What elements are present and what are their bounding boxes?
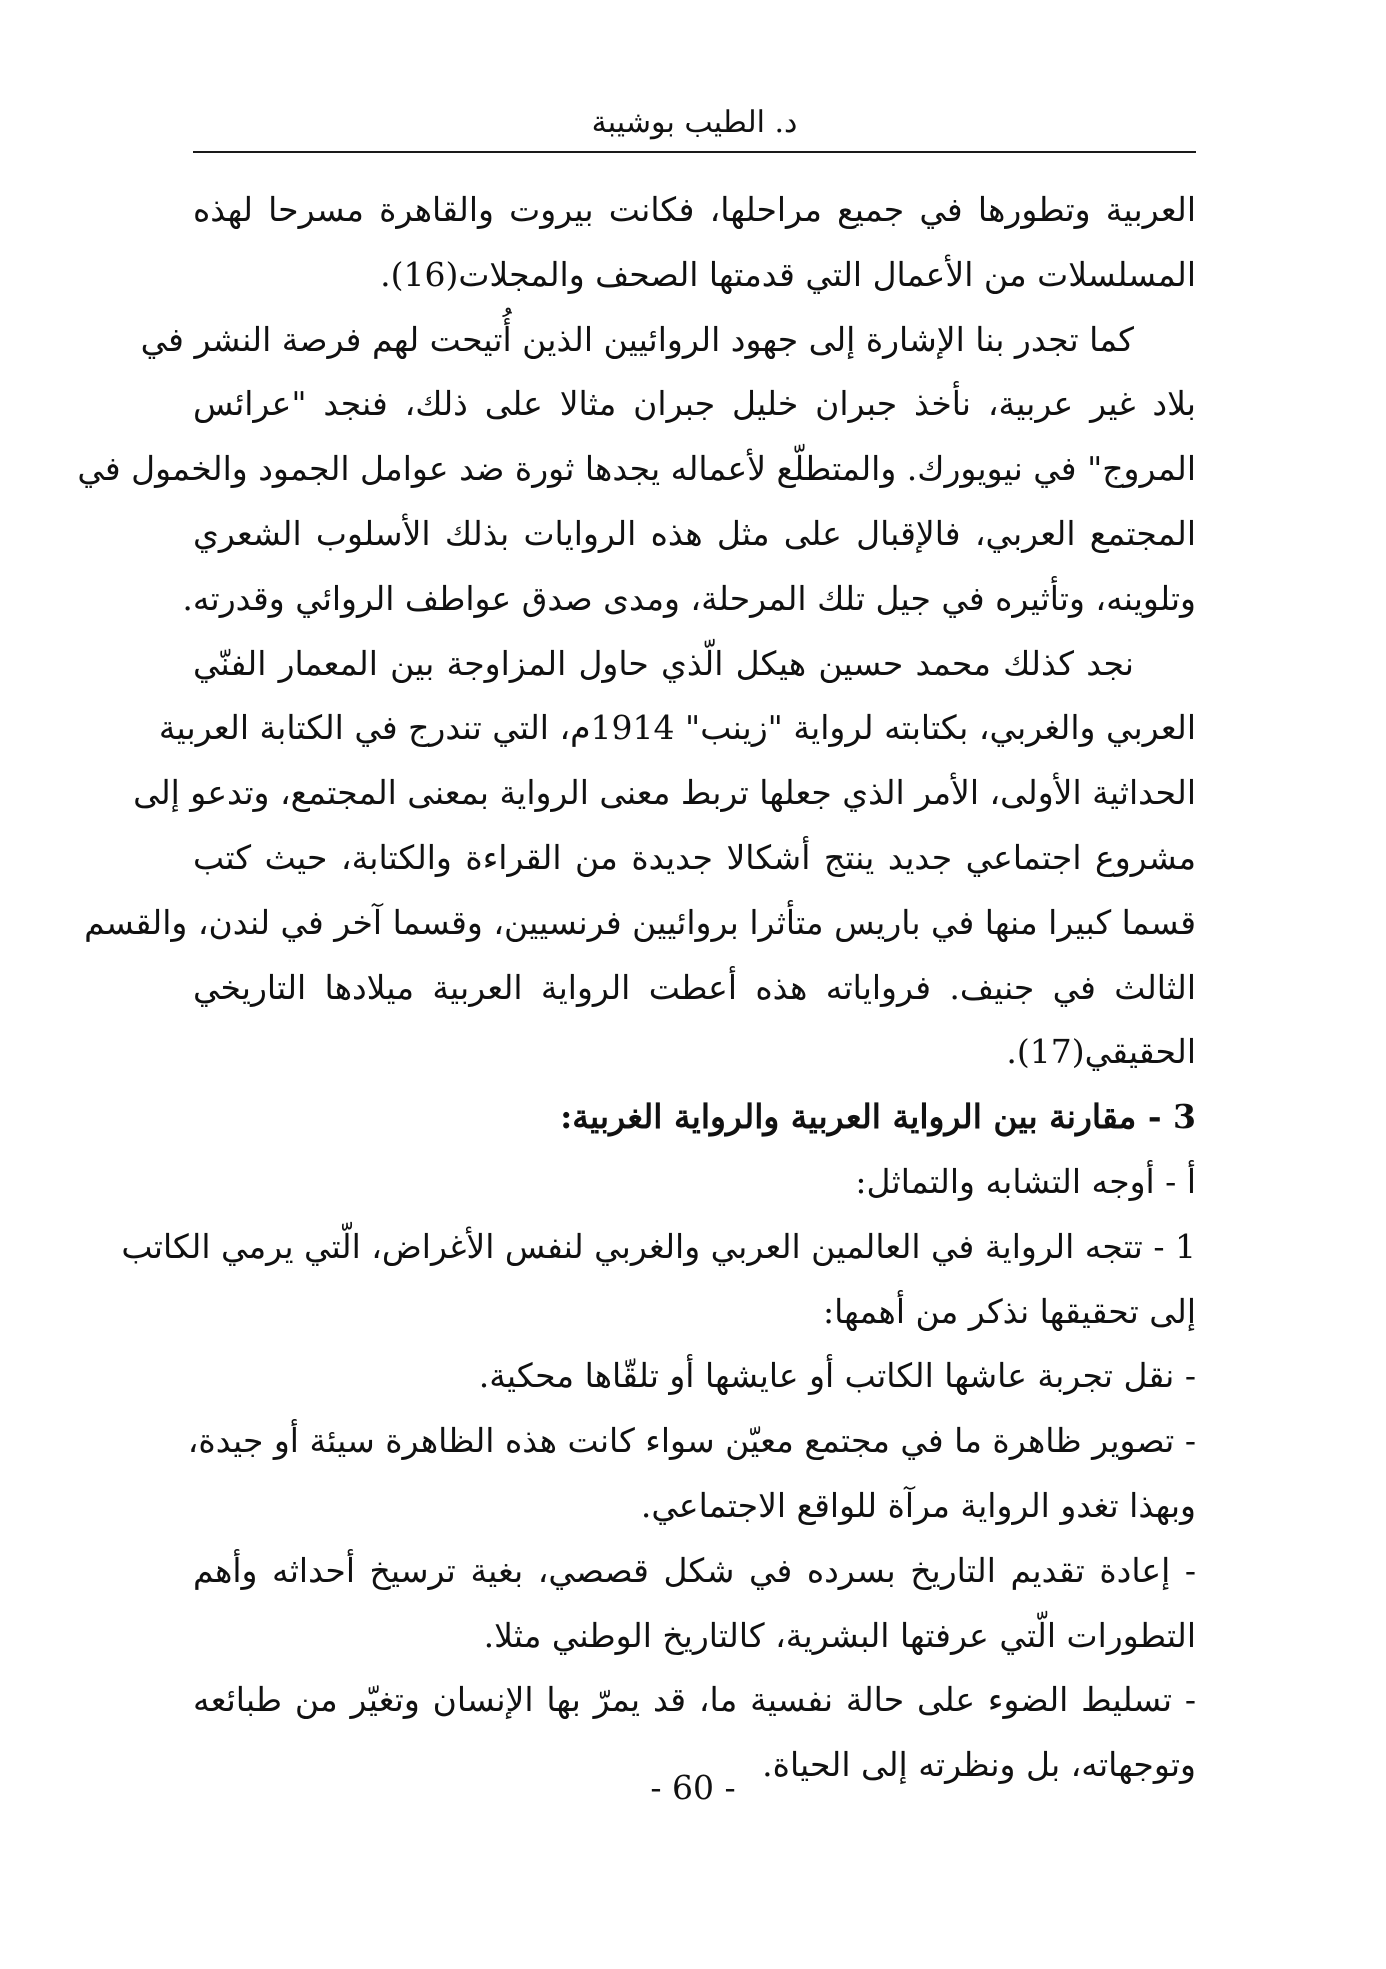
text-line: 1 - تتجه الرواية في العالمين العربي والغربي لنفس الأغراض، الّتي يرمي الكاتب (121, 1226, 1196, 1266)
text-line: - تصوير ظاهرة ما في مجتمع معيّن سواء كانت هذه الظاهرة سيئة أو جيدة، (187, 1421, 1196, 1461)
text-line: المجتمع العربي، فالإقبال على مثل هذه الروايات بذلك الأسلوب الشعري (193, 513, 1196, 553)
text-line: المسلسلات من الأعمال التي قدمتها الصحف والمجلات(16). (380, 254, 1196, 294)
text-line: - إعادة تقديم التاريخ بسرده في شكل قصصي، بغية ترسيخ أحداثه وأهم (193, 1550, 1197, 1590)
text-line: التطورات الّتي عرفتها البشرية، كالتاريخ الوطني مثلا. (483, 1615, 1196, 1655)
text-line: قسما كبيرا منها في باريس متأثرا بروائيين فرنسيين، وقسما آخر في لندن، والقسم (84, 902, 1196, 942)
page-number: - 60 - (650, 1768, 736, 1807)
text-line: أ - أوجه التشابه والتماثل: (855, 1161, 1196, 1201)
text-line: بلاد غير عربية، نأخذ جبران خليل جبران مثالا على ذلك، فنجد "عرائس (193, 384, 1196, 424)
header-rule (193, 151, 1196, 153)
text-line: - تسليط الضوء على حالة نفسية ما، قد يمرّ بها الإنسان وتغيّر من طبائعه (193, 1680, 1196, 1720)
text-line: - نقل تجربة عاشها الكاتب أو عايشها أو تلقّاها محكية. (478, 1356, 1196, 1396)
text-line: الحداثية الأولى، الأمر الذي جعلها تربط معنى الرواية بمعنى المجتمع، وتدعو إلى (133, 773, 1196, 813)
text-line: وتوجهاته، بل ونظرته إلى الحياة. (762, 1745, 1196, 1785)
text-line: نجد كذلك محمد حسين هيكل الّذي حاول المزاوجة بين المعمار الفنّي (193, 643, 1134, 683)
body-text (77, 178, 1197, 1798)
text-line: العربية وتطورها في جميع مراحلها، فكانت بيروت والقاهرة مسرحا لهذه (193, 190, 1196, 229)
section-heading: 3 - مقارنة بين الرواية العربية والرواية الغربية: (560, 1097, 1196, 1137)
text-line: وبهذا تغدو الرواية مرآة للواقع الاجتماعي. (640, 1485, 1196, 1525)
text-line: كما تجدر بنا الإشارة إلى جهود الروائيين الذين أُتيحت لهم فرصة النشر في (140, 319, 1134, 359)
text-line: وتلوينه، وتأثيره في جيل تلك المرحلة، ومدى صدق عواطف الروائي وقدرته. (182, 578, 1196, 618)
text-line: المروج" في نيويورك. والمتطلّع لأعماله يجدها ثورة ضد عوامل الجمود والخمول في (77, 449, 1196, 489)
text-line: إلى تحقيقها نذكر من أهمها: (822, 1291, 1196, 1331)
text-line: الحقيقي(17). (1006, 1032, 1196, 1072)
text-line: العربي والغربي، بكتابته لرواية "زينب" 1914م، التي تندرج في الكتابة العربية (158, 708, 1196, 748)
text-line: الثالث في جنيف. فرواياته هذه أعطت الرواية العربية ميلادها التاريخي (193, 967, 1196, 1007)
text-line: مشروع اجتماعي جديد ينتج أشكالا جديدة من القراءة والكتابة، حيث كتب (193, 837, 1196, 877)
running-header: د. الطيب بوشيبة (591, 105, 798, 140)
